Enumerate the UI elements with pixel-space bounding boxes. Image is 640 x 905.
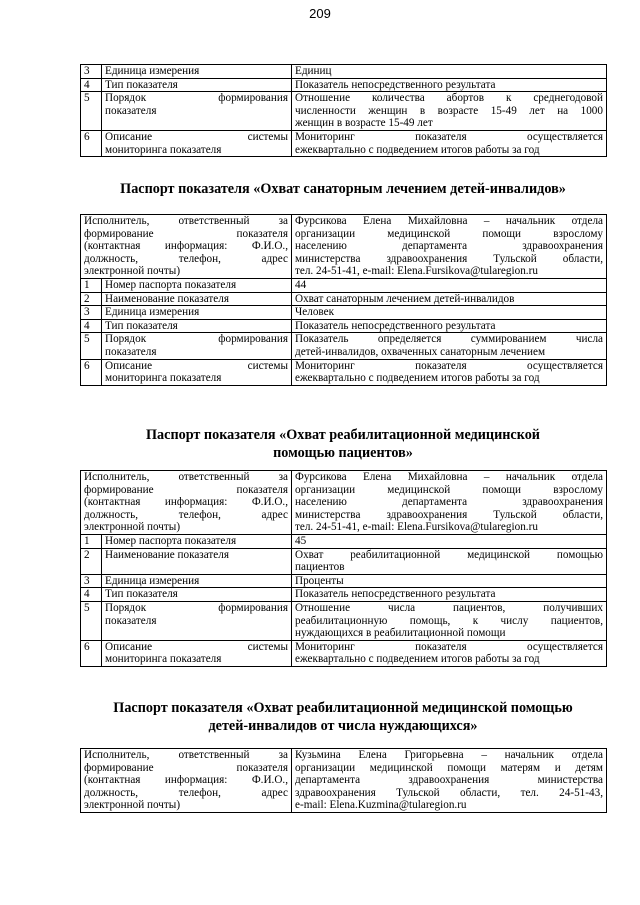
- row-value: 45: [292, 534, 607, 548]
- text-line: Паспорт показателя «Охват реабилитационной медицинской: [146, 427, 540, 443]
- text-line: Описание системы: [105, 130, 288, 143]
- row-number: 1: [81, 278, 102, 292]
- row-label: Единица измерения: [102, 306, 292, 320]
- text-line: Исполнитель, ответственный за: [84, 749, 288, 761]
- text-line: населению департамента здравоохранения: [295, 240, 603, 253]
- row-number: 5: [81, 92, 102, 131]
- row-label: Единица измерения: [102, 65, 292, 79]
- row-value: [292, 601, 607, 640]
- text-line: показателя: [105, 614, 157, 627]
- table-row: [81, 292, 607, 306]
- row-label: Тип показателя: [102, 319, 292, 333]
- executor-row: [81, 215, 607, 279]
- text-line: Охват реабилитационной медицинской помощью: [295, 548, 603, 561]
- row-number: 5: [81, 333, 102, 359]
- table-row: [81, 306, 607, 320]
- text-line: Показатель определяется суммированием числа: [295, 333, 603, 346]
- text-line: Порядок формирования: [105, 333, 288, 346]
- text-line: формирование показателя: [84, 761, 288, 774]
- row-value: [292, 359, 607, 385]
- page-number: 209: [309, 6, 331, 21]
- text-line: пациентов: [295, 561, 345, 574]
- text-line: помощью пациентов»: [273, 444, 413, 461]
- executor-row: [81, 749, 607, 813]
- text-line: Мониторинг показателя осуществляется: [295, 130, 603, 143]
- row-number: 2: [81, 292, 102, 306]
- text-line: реабилитационную помощь, к числу пациентов,: [295, 614, 603, 627]
- text-line: формирование показателя: [84, 483, 288, 496]
- row-value: Проценты: [292, 574, 607, 588]
- row-label: Тип показателя: [102, 78, 292, 92]
- table-row: [81, 601, 607, 640]
- text-line: женщин в возрасте 15-49 лет: [295, 117, 433, 130]
- text-line: населению департамента здравоохранения: [295, 496, 603, 509]
- text-line: мониторинга показателя: [105, 653, 222, 666]
- table-row: [81, 319, 607, 333]
- text-line: электронной почты): [84, 799, 181, 812]
- row-value: Единиц: [292, 65, 607, 79]
- table-row: [81, 78, 607, 92]
- row-value: Показатель непосредственного результата: [292, 78, 607, 92]
- row-number: 6: [81, 130, 102, 156]
- row-label: [102, 359, 292, 385]
- text-line: ежеквартально с подведением итогов работы за год: [295, 143, 540, 156]
- row-label: [102, 92, 292, 131]
- text-line: Отношение числа пациентов, получивших: [295, 601, 603, 614]
- table-row: [81, 640, 607, 666]
- table-row: [81, 534, 607, 548]
- row-label: Единица измерения: [102, 574, 292, 588]
- row-value: Человек: [292, 306, 607, 320]
- text-line: Описание системы: [105, 359, 288, 372]
- executor-label: [81, 471, 292, 535]
- text-line: (контактная информация: Ф.И.О.,: [84, 240, 288, 253]
- text-line: должность, телефон, адрес: [84, 786, 288, 799]
- table-row: [81, 588, 607, 602]
- text-line: тел. 24-51-41, e-mail: Elena.Fursikova@tularegion.ru: [295, 265, 538, 278]
- text-line: министерства здравоохранения Тульской области,: [295, 508, 603, 521]
- text-line: Фурсикова Елена Михайловна – начальник отдела: [295, 215, 603, 227]
- text-line: мониторинга показателя: [105, 372, 222, 385]
- table-row: [81, 130, 607, 156]
- executor-label: [81, 749, 292, 813]
- row-number: 4: [81, 588, 102, 602]
- text-line: электронной почты): [84, 521, 181, 534]
- row-label: Номер паспорта показателя: [102, 278, 292, 292]
- row-label: [102, 130, 292, 156]
- text-line: Паспорт показателя «Охват санаторным лечением детей-инвалидов»: [120, 181, 566, 197]
- text-line: ежеквартально с подведением итогов работы за год: [295, 372, 540, 385]
- table-row: [81, 65, 607, 79]
- row-number: 4: [81, 78, 102, 92]
- row-value: [292, 92, 607, 131]
- table-row: [81, 548, 607, 574]
- row-number: 2: [81, 548, 102, 574]
- row-value: [292, 130, 607, 156]
- text-line: Кузьмина Елена Григорьевна – начальник отдела: [295, 749, 603, 761]
- text-line: должность, телефон, адрес: [84, 508, 288, 521]
- table-row: [81, 278, 607, 292]
- text-line: детей-инвалидов, охваченных санаторным лечением: [295, 345, 546, 358]
- row-label: [102, 601, 292, 640]
- text-line: (контактная информация: Ф.И.О.,: [84, 774, 288, 787]
- table-row: [81, 92, 607, 131]
- row-value: [292, 548, 607, 574]
- table-row: [81, 574, 607, 588]
- section-title: [60, 427, 626, 462]
- row-label: Номер паспорта показателя: [102, 534, 292, 548]
- row-number: 3: [81, 306, 102, 320]
- text-line: министерства здравоохранения Тульской области,: [295, 252, 603, 265]
- text-line: численности женщин в возрасте 15-49 лет на 1000: [295, 104, 603, 117]
- executor-value: [292, 215, 607, 279]
- row-value: [292, 640, 607, 666]
- text-line: (контактная информация: Ф.И.О.,: [84, 496, 288, 509]
- row-value: [292, 333, 607, 359]
- row-label: Тип показателя: [102, 588, 292, 602]
- text-line: Порядок формирования: [105, 92, 288, 105]
- row-label: Наименование показателя: [102, 292, 292, 306]
- row-value: Показатель непосредственного результата: [292, 588, 607, 602]
- section-title: [60, 181, 626, 199]
- text-line: Мониторинг показателя осуществляется: [295, 640, 603, 653]
- row-number: 5: [81, 601, 102, 640]
- row-value: 44: [292, 278, 607, 292]
- text-line: департамента здравоохранения министерства: [295, 774, 603, 787]
- text-line: здравоохранения Тульской области, тел. 24-51-43,: [295, 786, 603, 799]
- text-line: должность, телефон, адрес: [84, 252, 288, 265]
- row-value: Охват санаторным лечением детей-инвалидов: [292, 292, 607, 306]
- text-line: организации медицинской помощи матерям и детям: [295, 761, 603, 774]
- passport-table: [80, 214, 607, 386]
- row-label: [102, 640, 292, 666]
- text-line: e-mail: Elena.Kuzmina@tularegion.ru: [295, 799, 467, 812]
- text-line: Паспорт показателя «Охват реабилитационной медицинской помощью: [113, 700, 573, 716]
- text-line: мониторинга показателя: [105, 143, 222, 156]
- text-line: показателя: [105, 104, 157, 117]
- passport-table: [80, 748, 607, 813]
- table-row: [81, 359, 607, 385]
- row-label: [102, 333, 292, 359]
- row-value: Показатель непосредственного результата: [292, 319, 607, 333]
- passport-table-continued: [80, 64, 607, 157]
- row-number: 6: [81, 359, 102, 385]
- text-line: Исполнитель, ответственный за: [84, 215, 288, 227]
- executor-value: [292, 749, 607, 813]
- text-line: Порядок формирования: [105, 601, 288, 614]
- section-title: [60, 700, 626, 735]
- text-line: Мониторинг показателя осуществляется: [295, 359, 603, 372]
- row-number: 1: [81, 534, 102, 548]
- executor-value: [292, 471, 607, 535]
- executor-label: [81, 215, 292, 279]
- text-line: показателя: [105, 345, 157, 358]
- text-line: Отношение количества абортов к среднегодовой: [295, 92, 603, 105]
- row-label: Наименование показателя: [102, 548, 292, 574]
- passport-table: [80, 470, 607, 667]
- text-line: Описание системы: [105, 640, 288, 653]
- text-line: формирование показателя: [84, 227, 288, 240]
- row-number: 4: [81, 319, 102, 333]
- row-number: 3: [81, 65, 102, 79]
- text-line: электронной почты): [84, 265, 181, 278]
- table-row: [81, 333, 607, 359]
- text-line: организации медицинской помощи взрослому: [295, 227, 603, 240]
- text-line: организации медицинской помощи взрослому: [295, 483, 603, 496]
- text-line: тел. 24-51-41, e-mail: Elena.Fursikova@tularegion.ru: [295, 521, 538, 534]
- text-line: Исполнитель, ответственный за: [84, 471, 288, 483]
- text-line: детей-инвалидов от числа нуждающихся»: [208, 717, 478, 734]
- row-number: 6: [81, 640, 102, 666]
- executor-row: [81, 471, 607, 535]
- row-number: 3: [81, 574, 102, 588]
- text-line: Фурсикова Елена Михайловна – начальник отдела: [295, 471, 603, 483]
- text-line: ежеквартально с подведением итогов работы за год: [295, 653, 540, 666]
- text-line: нуждающихся в реабилитационной помощи: [295, 627, 506, 640]
